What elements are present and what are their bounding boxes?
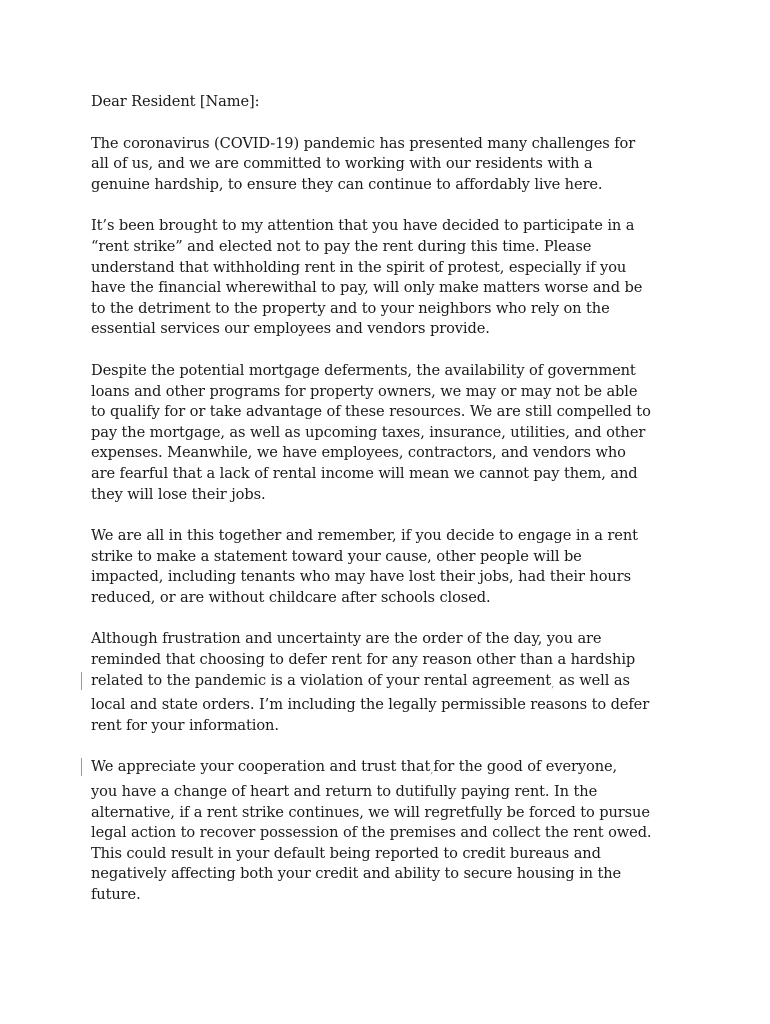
- text-line: Although frustration and uncertainty are the order of the day, you are: [91, 630, 602, 648]
- text-line: expenses. Meanwhile, we have employees, contractors, and vendors who: [91, 444, 626, 462]
- text-line: future.: [91, 886, 141, 903]
- text-line: local and state orders. I’m including the legally permissible reasons to defer: [91, 696, 650, 714]
- text-line: to qualify for or take advantage of these resources. We are still compelled to: [91, 403, 651, 421]
- tracked-change-mark: ,: [430, 765, 434, 777]
- letter-body: [91, 92, 691, 927]
- paragraph-5: [91, 629, 691, 736]
- text-fragment: related to the pandemic is a violation of your rental agreement: [91, 671, 552, 689]
- text-line: We are all in this together and remember, if you decide to engage in a rent: [91, 527, 638, 545]
- salutation: Dear Resident [Name]:: [91, 93, 260, 110]
- text-line: genuine hardship, to ensure they can continue to affordably live here.: [91, 175, 603, 193]
- text-line: alternative, if a rent strike continues, we will regretfully be forced to pursue: [91, 803, 650, 821]
- text-line: all of us, and we are committed to working with our residents with a: [91, 155, 593, 173]
- text-line: reduced, or are without childcare after schools closed.: [91, 588, 491, 606]
- text-fragment: We appreciate your cooperation and trust that: [91, 758, 431, 776]
- text-line: reminded that choosing to defer rent for any reason other than a hardship: [91, 651, 636, 669]
- revision-bar: [81, 758, 82, 776]
- text-line: impacted, including tenants who may have lost their jobs, had their hours: [91, 568, 631, 586]
- tracked-change-mark: ,: [551, 678, 555, 690]
- text-fragment: as well as: [554, 671, 630, 689]
- revision-bar: [81, 672, 82, 690]
- text-line: are fearful that a lack of rental income will mean we cannot pay them, and: [91, 464, 638, 482]
- text-line: legal action to recover possession of the premises and collect the rent owed.: [91, 824, 652, 842]
- text-line: strike to make a statement toward your cause, other people will be: [91, 547, 582, 565]
- text-line: “rent strike” and elected not to pay the rent during this time. Please: [91, 237, 592, 255]
- text-line: have the financial wherewithal to pay, will only make matters worse and be: [91, 279, 643, 297]
- text-line: they will lose their jobs.: [91, 485, 266, 503]
- text-line: This could result in your default being reported to credit bureaus and: [91, 844, 601, 862]
- text-line: The coronavirus (COVID-19) pandemic has presented many challenges for: [91, 134, 636, 152]
- paragraph-1: [91, 134, 691, 196]
- text-line: you have a change of heart and return to dutifully paying rent. In the: [91, 783, 598, 801]
- paragraph-3: [91, 361, 691, 505]
- text-line: understand that withholding rent in the spirit of protest, especially if you: [91, 258, 627, 276]
- text-line: loans and other programs for property owners, we may or may not be able: [91, 382, 638, 400]
- text-line: Despite the potential mortgage deferments, the availability of government: [91, 361, 636, 379]
- paragraph-2: [91, 216, 691, 340]
- text-line: to the detriment to the property and to your neighbors who rely on the: [91, 299, 610, 317]
- text-line: It’s been brought to my attention that you have decided to participate in a: [91, 217, 635, 235]
- text-line: essential services our employees and vendors provide.: [91, 320, 490, 338]
- text-fragment: for the good of everyone,: [433, 758, 618, 776]
- paragraph-4: [91, 526, 691, 608]
- text-line: pay the mortgage, as well as upcoming taxes, insurance, utilities, and other: [91, 423, 646, 441]
- text-line: negatively affecting both your credit and ability to secure housing in the: [91, 865, 622, 883]
- text-line-with-revision: [91, 757, 691, 782]
- text-line-with-revision: [91, 671, 691, 696]
- text-line: rent for your information.: [91, 716, 279, 734]
- paragraph-6: [91, 757, 691, 905]
